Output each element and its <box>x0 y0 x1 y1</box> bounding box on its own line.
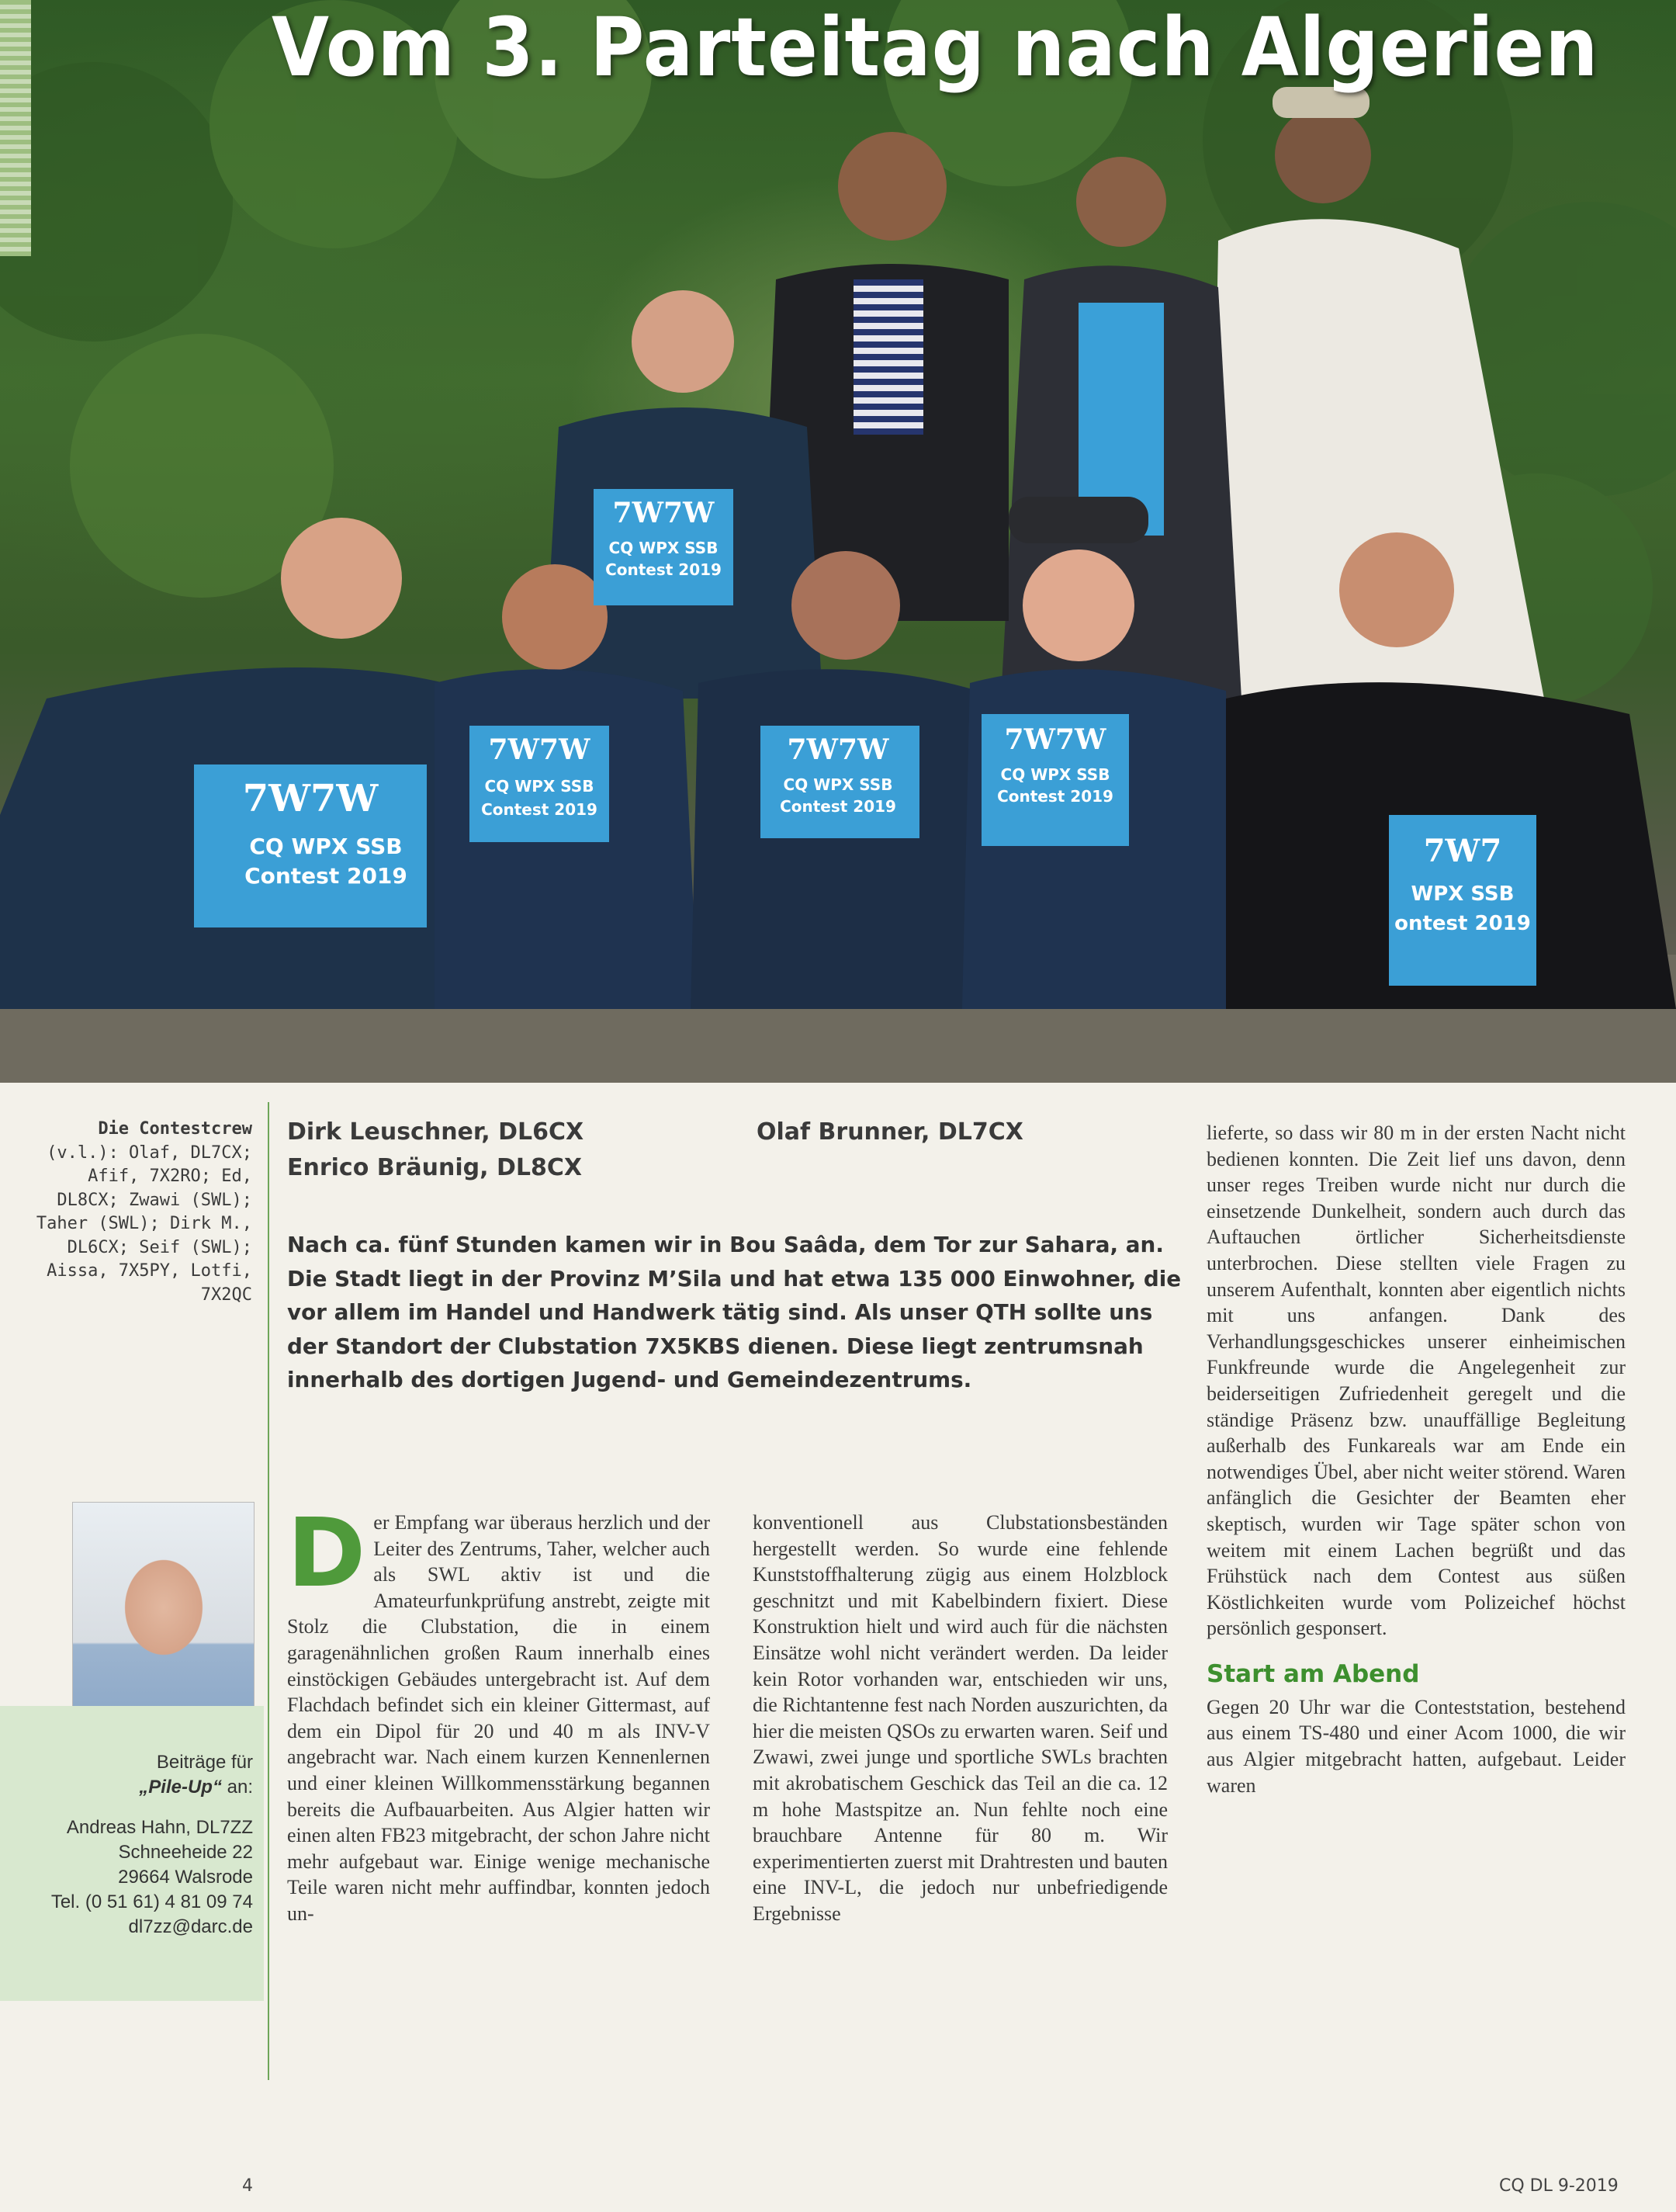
page-number: 4 <box>242 2176 253 2196</box>
contact-box <box>16 1750 253 1940</box>
svg-text:Contest 2019: Contest 2019 <box>997 787 1113 806</box>
contact-line: Andreas Hahn, DL7ZZ <box>66 1817 253 1838</box>
group-photo-illustration <box>0 0 1676 1083</box>
author-name: Enrico Bräunig, DL8CX <box>287 1154 583 1181</box>
svg-text:7W7W: 7W7W <box>1004 723 1106 756</box>
body-column-1 <box>287 1498 710 1927</box>
svg-text:7W7W: 7W7W <box>488 733 590 766</box>
caption-lead: Die Contestcrew <box>98 1119 252 1139</box>
contact-line: 29664 Walsrode <box>118 1867 253 1888</box>
svg-text:WPX SSB: WPX SSB <box>1411 882 1515 906</box>
svg-text:7W7W: 7W7W <box>242 777 379 820</box>
shirt-logo <box>469 726 609 842</box>
column-text: er Empfang war überaus herzlich und der Leiter des Zentrums, Taher, welcher auch als SWL aktiv ist und die Amateurfunkprüfung anstrebt, zeigte mit Stolz die Clubstation, die in einem garagenähnlichen großen Raum innerhalb eines einstöckigen Gebäudes untergebracht ist. Auf dem Flachdach befindet sich ein kleiner Gittermast, auf dem ein Dipol für 20 und 40 m als INV-V angebracht war. Nach einem kurzen Kennenlernen und einer kleinen Willkommensstärkung begannen bereits die Aufbauarbeiten. Aus Algier hatten wir einen alten FB23 mitgebracht, der schon Jahre nicht mehr aufgebaut war. Einige wenige mechanische Teile waren nicht mehr auffindbar, konnten jedoch un- <box>287 1511 710 1925</box>
column-text: Gegen 20 Uhr war die Conteststation, bestehend aus einem TS-480 und einer Acom 1000, die wir aus Algier mitgebracht hatten, aufgebaut. Leider waren <box>1207 1695 1626 1797</box>
svg-text:7W7W: 7W7W <box>787 733 889 766</box>
column-text: lieferte, so dass wir 80 m in der ersten Nacht nicht bedienen konnten. Die Zeit lief uns davon, denn unser reges Treiben wurde nicht nur durch die einsetzende Dunkelheit, sondern auch durch das Auftauchen örtlicher Sicherheitsdienste unterbrochen. Diese stellten viele Fragen zu unserem Aufenthalt, konnten aber eigentlich nichts mit uns anfangen. Dank des Verhandlungsgeschickes unserer einheimischen Funkfreunde wurde die Angelegenheit zur beiderseitigen Zufriedenheit geregelt und die ständige Präsenz bzw. unauffällige Begleitung außerhalb des Funkareals war am Ende ein notwendiges Übel, aber nicht weiter störend. Waren anfänglich die Gesichter der Beamten eher skeptisch, wurden wir Tage später schon von weitem mit einem Lachen begrüßt und das Frühstück nach dem Contest aus süßen Köstlichkeiten wurde vom Polizeichef höchst persönlich gesponsert. <box>1207 1122 1626 1640</box>
author-name: Dirk Leuschner, DL6CX <box>287 1118 584 1146</box>
svg-text:7W7: 7W7 <box>1423 833 1502 869</box>
author-name: Olaf Brunner, DL7CX <box>757 1118 1023 1146</box>
svg-text:CQ WPX SSB: CQ WPX SSB <box>484 777 594 796</box>
svg-text:Contest 2019: Contest 2019 <box>481 800 597 819</box>
margin-rule <box>268 1102 269 2080</box>
byline-right <box>757 1115 1023 1150</box>
svg-text:CQ WPX SSB: CQ WPX SSB <box>783 775 893 794</box>
svg-text:ontest 2019: ontest 2019 <box>1394 912 1531 935</box>
svg-text:Contest 2019: Contest 2019 <box>780 797 896 816</box>
contact-prefix: Beiträge für <box>156 1752 253 1773</box>
contact-pileup: „Pile-Up“ <box>139 1777 222 1798</box>
headline: Vom 3. Parteitag nach Algerien <box>272 0 1599 95</box>
svg-text:Contest 2019: Contest 2019 <box>605 560 722 579</box>
contact-heading <box>16 1750 253 1800</box>
caption-text: (v.l.): Olaf, DL7CX; Afif, 7X2RO; Ed, DL8CX; Zwawi (SWL); Taher (SWL); Dirk M., DL6CX; Seif (SWL); Aissa, 7X5PY, Lotfi, 7X2QC <box>36 1142 252 1305</box>
svg-text:Contest 2019: Contest 2019 <box>244 863 407 889</box>
byline-left <box>287 1115 583 1186</box>
shirt-logo <box>982 714 1129 846</box>
svg-text:CQ WPX SSB: CQ WPX SSB <box>1000 765 1110 784</box>
svg-text:7W7W: 7W7W <box>612 497 715 529</box>
contact-email[interactable]: dl7zz@darc.de <box>128 1916 253 1937</box>
contact-suffix: an: <box>227 1777 253 1798</box>
contact-line: Tel. (0 51 61) 4 81 09 74 <box>50 1891 253 1912</box>
body-column-2 <box>753 1510 1168 1927</box>
body-column-3 <box>1207 1120 1626 1798</box>
subheading: Start am Abend <box>1207 1659 1420 1688</box>
group-photo <box>0 0 1676 1083</box>
shirt-logo <box>760 726 919 838</box>
shirt-logo <box>1389 815 1536 986</box>
shirt-logo <box>194 764 427 927</box>
lead-paragraph: Nach ca. fünf Stunden kamen wir in Bou Saâda, dem Tor zur Sahara, an. Die Stadt liegt in der Provinz M’Sila und hat etwa 135 000 Einwohner, die vor allem im Handel und Handwerk tätig sind. Als unser QTH sollte uns der Standort der Clubstation 7X5KBS dienen. Diese liegt zentrumsnah innerhalb des dortigen Jugend- und Gemeindezentrums. <box>287 1232 1182 1392</box>
svg-text:CQ WPX SSB: CQ WPX SSB <box>608 539 719 557</box>
author-portrait <box>72 1502 255 1736</box>
drop-cap: D <box>287 1498 366 1608</box>
svg-text:CQ WPX SSB: CQ WPX SSB <box>249 834 403 859</box>
contact-line: Schneeheide 22 <box>118 1842 253 1863</box>
page-edge-stripe <box>0 0 31 256</box>
photo-caption <box>31 1118 252 1307</box>
shirt-logo <box>594 489 733 605</box>
column-text: konventionell aus Clubstationsbeständen hergestellt werden. So wurde eine fehlende Kunststoffhalterung zügig aus einem Holzblock geschnitzt und mit Kabelbindern fixiert. Diese Konstruktion hielt und wird auch für die nächsten Einsätze wohl nicht verändert werden. Da leider kein Rotor vorhanden war, entschieden wir uns, die Richtantenne fest nach Norden auszurichten, da hier die meisten QSOs zu erwarten waren. Seif und Zwawi, zwei junge und sportliche SWLs brachten mit akrobatischem Geschick das Teil an die ca. 12 m hohe Mastspitze an. Nun fehlte noch eine brauchbare Antenne für 80 m. Wir experimentierten zuerst mit Drahtresten und bauten eine INV-L, die jedoch nur unbefriedigende Ergebnisse <box>753 1511 1168 1925</box>
magazine-issue: CQ DL 9-2019 <box>1499 2176 1619 2196</box>
